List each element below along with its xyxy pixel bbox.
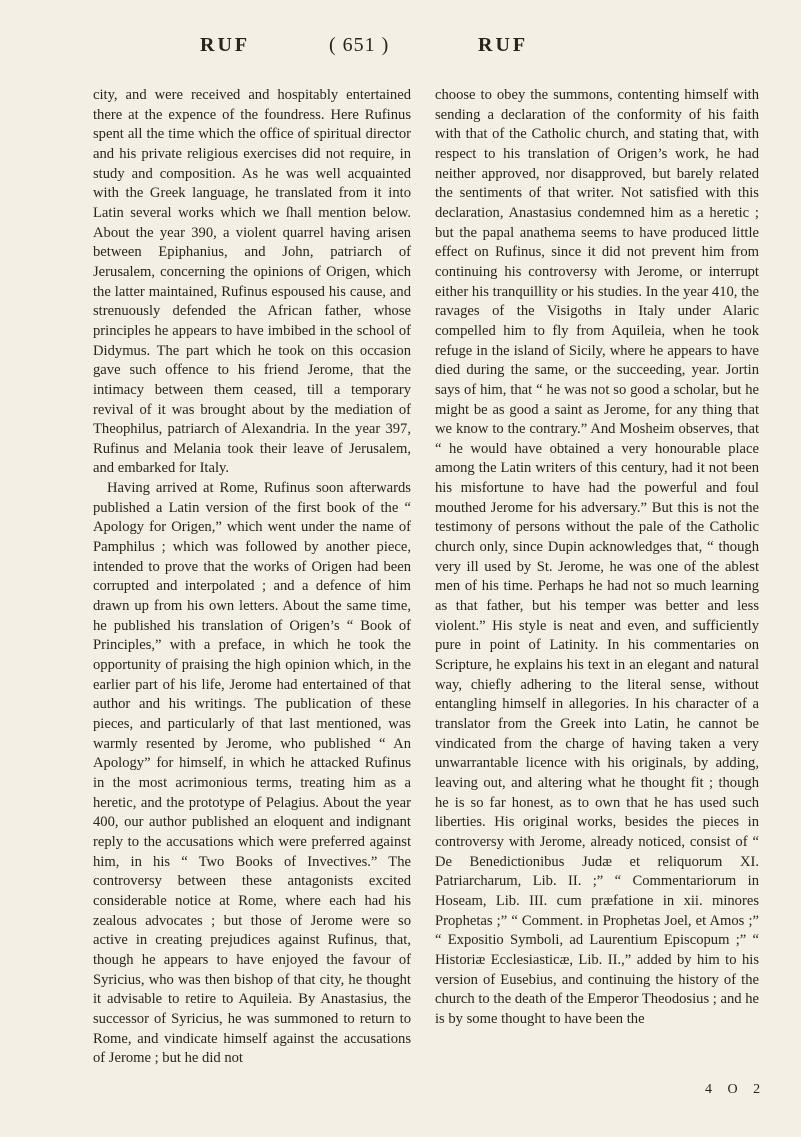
left-paragraph-2: Having arrived at Rome, Rufinus soon afterwards published a Latin version of the first book of the “ Apology for Origen,” which went under the name of Pamphilus ; which was followed by another piece, intended to prove that the works of Origen had been corrupted and interpolated ; and a defence of him drawn up from his own letters. About the same time, he published his translation of Origen’s “ Book of Principles,” with a preface, in which he took the opportunity of praising the high opinion which, in the earlier part of his life, Jerome had entertained of that author and his writings. The publication of these pieces, and particularly of that last mentioned, was warmly resented by Jerome, who published “ An Apology” for himself, in which he attacked Rufinus in the most acrimonious terms, treating him as a heretic, and the prototype of Pelagius. About the year 400, our author published an eloquent and indignant reply to the accusations which were preferred against him, in his “ Two Books of Invectives.” The controversy between these antagonists excited considerable notice at Rome, where each had his zealous advocates ; but those of Jerome were so active in creating prejudices against Rufinus, that, though he appears to have enjoyed the favour of Syricius, who was then bishop of that city, he thought it advisable to retire to Aquileia. By Anastasius, the successor of Syricius, he was summoned to return to Rome, and vindicate himself against the accusations of Jerome ; but he did not xyxy=(93,480,411,1067)
left-column xyxy=(93,86,411,1069)
left-paragraph-1: city, and were received and hospitably entertained there at the expence of the foundress. Here Rufinus spent all the time which the office of spiritual director and his private religious exercises did not require, in study and composition. As he was well acquainted with the Greek language, he translated from it into Latin several works which we ſhall mention below. About the year 390, a violent quarrel having arisen between Epiphanius, and John, patriarch of Jerusalem, concerning the opinions of Origen, which the latter maintained, Rufinus espoused his cause, and strenuously defended the African father, whose principles he appears to have imbibed in the school of Didymus. The part which he took on this occasion gave such offence to his friend Jerome, that the intimacy between them ceased, till a temporary revival of it was brought about by the mediation of Theophilus, patriarch of Alexandria. In the year 397, Rufinus and Melania took their leave of Jerusalem, and embarked for Italy. xyxy=(93,87,411,477)
signature-mark: 4 O 2 xyxy=(705,1082,767,1097)
header-right-word: RUF xyxy=(478,34,529,56)
running-header xyxy=(200,34,660,64)
page-number: ( 651 ) xyxy=(329,34,390,56)
right-column xyxy=(435,86,759,1030)
header-left-word: RUF xyxy=(200,34,251,56)
right-paragraph-1: choose to obey the summons, contenting himself with sending a declaration of the conformity of his faith with that of the Catholic church, and stating that, with respect to his translation of Origen’s work, he had neither approved, nor disapproved, but barely related the sentiments of that writer. Not satisfied with this declaration, Anastasius condemned him as a heretic ; but the papal anathema seems to have produced little effect on Rufinus, since it did not prevent him from continuing his controversy with Jerome, or interrupt either his tranquillity or his studies. In the year 410, the ravages of the Visigoths in Italy under Alaric compelled him to fly from Aquileia, when he took refuge in the island of Sicily, where he appears to have died during the same, or the succeeding, year. Jortin says of him, that “ he was not so good a scholar, but he might be as good a saint as Jerome, for any thing that we know to the contrary.” And Mosheim observes, that “ he would have obtained a very honourable place among the Latin writers of this century, had it not been his misfortune to have had the powerful and foul mouthed Jerome for his adversary.” But this is not the testimony of persons without the pale of the Catholic church only, since Dupin acknowledges that, “ though very ill used by St. Jerome, he was one of the ablest men of his time. Perhaps he had not so much learning as that father, but his temper was better and less violent.” His style is neat and even, and sufficiently pure in point of Latinity. In his commentaries on Scripture, he explains his text in an elegant and natural way, chiefly adhering to the literal sense, without entangling himself in allegories. In his character of a translator from the Greek into Latin, he cannot be vindicated from the charge of having taken a very unwarrantable licence with his originals, by adding, leaving out, and altering what he thought fit ; though he is so far honest, as to own that he has used such liberties. His original works, besides the pieces in controversy with Jerome, already noticed, consist of “ De Benedictionibus Judæ et reliquorum XI. Patriarcharum, Lib. II. ;” “ Commentariorum in Hoseam, Lib. III. cum præfatione in xii. minores Prophetas ;” “ Comment. in Prophetas Joel, et Amos ;” “ Expositio Symboli, ad Laurentium Episcopum ;” “ Historiæ Ecclesiasticæ, Lib. II.,” added by him to his version of Eusebius, and continuing the history of the church to the death of the Emperor Theodosius ; and he is by some thought to have been the xyxy=(435,87,759,1027)
